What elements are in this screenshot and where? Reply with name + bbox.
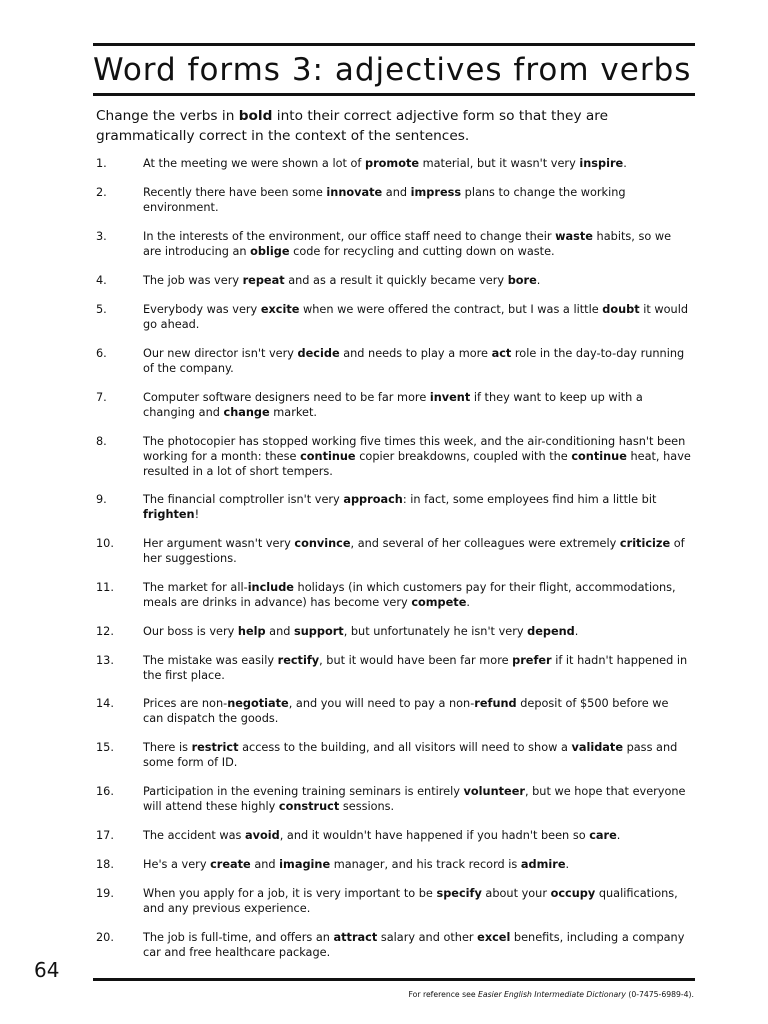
sentence-text: Everybody was very bbox=[143, 303, 261, 316]
exercise-item bbox=[96, 857, 694, 872]
exercise-sentence bbox=[143, 624, 691, 639]
sentence-text: The market for all- bbox=[143, 581, 248, 594]
sentence-text: pass and some form of ID. bbox=[143, 741, 678, 769]
bold-verb: impress bbox=[410, 186, 462, 199]
bold-verb: excel bbox=[477, 931, 511, 944]
bold-verb: oblige bbox=[250, 245, 290, 258]
bold-verb: volunteer bbox=[463, 785, 525, 798]
sentence-text: At the meeting we were shown a lot of bbox=[143, 157, 365, 170]
sentence-text: habits, so we are introducing an bbox=[143, 230, 672, 258]
sentence-text: role in the day-to-day running of the company. bbox=[143, 347, 685, 375]
sentence-text: deposit of $500 before we can dispatch the goods. bbox=[143, 697, 669, 725]
exercise-item bbox=[96, 580, 694, 610]
exercise-item bbox=[96, 624, 694, 639]
sentence-text: : in fact, some employees find him a little bit bbox=[402, 493, 657, 506]
bold-verb: doubt bbox=[602, 303, 640, 316]
exercise-sentence bbox=[143, 273, 691, 288]
exercise-number: 3. bbox=[96, 230, 107, 243]
sentence-text: There is bbox=[143, 741, 192, 754]
sentence-text: it would go ahead. bbox=[143, 303, 689, 331]
bold-verb: refund bbox=[474, 697, 517, 710]
bold-verb: create bbox=[210, 858, 251, 871]
bold-verb: prefer bbox=[512, 654, 552, 667]
sentence-text: when we were offered the contract, but I was a little bbox=[299, 303, 603, 316]
exercise-item bbox=[96, 156, 694, 171]
exercise-number: 19. bbox=[96, 887, 114, 900]
exercise-item bbox=[96, 784, 694, 814]
sentence-text: sessions. bbox=[339, 800, 395, 813]
sentence-text: Recently there have been some bbox=[143, 186, 327, 199]
exercise-item bbox=[96, 229, 694, 259]
sentence-text: plans to change the working environment. bbox=[143, 186, 626, 214]
exercise-number: 7. bbox=[96, 391, 107, 404]
exercise-item bbox=[96, 492, 694, 522]
sentence-text: . bbox=[466, 596, 470, 609]
exercise-number: 1. bbox=[96, 157, 107, 170]
exercise-number: 9. bbox=[96, 493, 107, 506]
footer-book-title: Easier English Intermediate Dictionary bbox=[478, 990, 626, 999]
sentence-text: and bbox=[265, 625, 295, 638]
sentence-text: , but unfortunately he isn't very bbox=[343, 625, 528, 638]
exercise-number: 15. bbox=[96, 741, 114, 754]
sentence-text: The job was very bbox=[143, 274, 243, 287]
sentence-text: , and it wouldn't have happened if you hadn't been so bbox=[279, 829, 590, 842]
exercise-sentence bbox=[143, 784, 691, 814]
sentence-text: ! bbox=[194, 508, 200, 521]
bold-verb: help bbox=[237, 625, 266, 638]
exercise-item bbox=[96, 273, 694, 288]
exercise-sentence bbox=[143, 229, 691, 259]
exercise-sentence bbox=[143, 740, 691, 770]
bold-verb: specify bbox=[436, 887, 482, 900]
sentence-text: The financial comptroller isn't very bbox=[143, 493, 344, 506]
title-underline bbox=[93, 93, 695, 96]
sentence-text: . bbox=[536, 274, 541, 287]
sentence-text: Her argument wasn't very bbox=[143, 537, 295, 550]
sentence-text: Our new director isn't very bbox=[143, 347, 298, 360]
bold-verb: validate bbox=[571, 741, 623, 754]
bold-verb: excite bbox=[260, 303, 300, 316]
exercise-list bbox=[96, 156, 694, 960]
exercise-item bbox=[96, 696, 694, 726]
bold-verb: care bbox=[589, 829, 617, 842]
bold-verb: construct bbox=[278, 800, 340, 813]
bold-verb: invent bbox=[429, 391, 471, 404]
bold-verb: rectify bbox=[277, 654, 320, 667]
sentence-text: holidays (in which customers pay for their flight, accommodations, meals are drinks in advance) has become very bbox=[143, 581, 676, 609]
sentence-text: , and several of her colleagues were extremely bbox=[350, 537, 620, 550]
exercise-number: 10. bbox=[96, 537, 114, 550]
sentence-text: When you apply for a job, it is very important to be bbox=[143, 887, 437, 900]
bold-verb: avoid bbox=[245, 829, 280, 842]
exercise-number: 12. bbox=[96, 625, 114, 638]
exercise-item bbox=[96, 185, 694, 215]
page-title: Word forms 3: adjectives from verbs bbox=[93, 52, 692, 88]
exercise-sentence bbox=[143, 696, 691, 726]
bold-verb: negotiate bbox=[227, 697, 289, 710]
footer-prefix: For reference see bbox=[408, 990, 479, 999]
exercise-item bbox=[96, 828, 694, 843]
exercise-number: 16. bbox=[96, 785, 114, 798]
exercise-item bbox=[96, 930, 694, 960]
sentence-text: Our boss is very bbox=[143, 625, 238, 638]
sentence-text: Prices are non- bbox=[143, 697, 228, 710]
exercise-item bbox=[96, 390, 694, 420]
exercise-item bbox=[96, 302, 694, 332]
bold-verb: convince bbox=[294, 537, 351, 550]
sentence-text: He's a very bbox=[143, 858, 211, 871]
exercise-number: 4. bbox=[96, 274, 107, 287]
bold-verb: bold bbox=[238, 108, 273, 124]
sentence-text: material, but it wasn't very bbox=[419, 157, 580, 170]
exercise-item bbox=[96, 346, 694, 376]
sentence-text: . bbox=[565, 858, 570, 871]
bold-verb: occupy bbox=[550, 887, 596, 900]
sentence-text: , and you will need to pay a non- bbox=[288, 697, 475, 710]
exercise-item bbox=[96, 740, 694, 770]
bold-verb: waste bbox=[555, 230, 593, 243]
bold-verb: continue bbox=[571, 450, 627, 463]
sentence-text: The photocopier has stopped working five times this week, and the air-conditioning hasn't been working for a month: these bbox=[143, 435, 686, 463]
bold-verb: frighten bbox=[143, 508, 195, 521]
bold-verb: imagine bbox=[279, 858, 331, 871]
footer-reference bbox=[409, 989, 695, 1001]
instructions bbox=[96, 106, 694, 146]
exercise-number: 6. bbox=[96, 347, 107, 360]
sentence-text: if they want to keep up with a changing and bbox=[143, 391, 643, 419]
bold-verb: inspire bbox=[579, 157, 624, 170]
sentence-text: benefits, including a company car and free healthcare package. bbox=[143, 931, 685, 959]
sentence-text: and needs to play a more bbox=[339, 347, 492, 360]
sentence-text: if it hadn't happened in the first place. bbox=[143, 654, 688, 682]
sentence-text: , but we hope that everyone will attend these highly bbox=[143, 785, 686, 813]
exercise-sentence bbox=[143, 857, 691, 872]
exercise-item bbox=[96, 536, 694, 566]
exercise-number: 18. bbox=[96, 858, 114, 871]
sentence-text: . bbox=[574, 625, 579, 638]
exercise-number: 14. bbox=[96, 697, 114, 710]
sentence-text: Computer software designers need to be far more bbox=[143, 391, 430, 404]
sentence-text: Participation in the evening training seminars is entirely bbox=[143, 785, 464, 798]
exercise-item bbox=[96, 886, 694, 916]
sentence-text: qualifications, and any previous experience. bbox=[143, 887, 678, 915]
exercise-sentence bbox=[143, 302, 691, 332]
exercise-sentence bbox=[143, 653, 691, 683]
exercise-number: 11. bbox=[96, 581, 114, 594]
sentence-text: , but it would have been far more bbox=[319, 654, 513, 667]
exercise-number: 5. bbox=[96, 303, 107, 316]
sentence-text: . bbox=[616, 829, 621, 842]
bold-verb: attract bbox=[333, 931, 378, 944]
sentence-text: salary and other bbox=[377, 931, 478, 944]
bold-verb: bore bbox=[507, 274, 537, 287]
sentence-text: The mistake was easily bbox=[143, 654, 278, 667]
exercise-sentence bbox=[143, 346, 691, 376]
bold-verb: repeat bbox=[242, 274, 285, 287]
bold-verb: promote bbox=[365, 157, 420, 170]
exercise-sentence bbox=[143, 434, 691, 479]
sentence-text: access to the building, and all visitors will need to show a bbox=[238, 741, 572, 754]
bold-verb: continue bbox=[300, 450, 356, 463]
bold-verb: change bbox=[223, 406, 270, 419]
sentence-text: The job is full-time, and offers an bbox=[143, 931, 334, 944]
bold-verb: decide bbox=[297, 347, 340, 360]
bold-verb: innovate bbox=[326, 186, 383, 199]
bold-verb: compete bbox=[411, 596, 467, 609]
exercise-number: 20. bbox=[96, 931, 114, 944]
bold-verb: support bbox=[294, 625, 344, 638]
exercise-sentence bbox=[143, 156, 691, 171]
exercise-sentence bbox=[143, 930, 691, 960]
page-number: 64 bbox=[34, 958, 60, 982]
top-rule bbox=[93, 43, 695, 46]
sentence-text: manager, and his track record is bbox=[330, 858, 521, 871]
sentence-text: and bbox=[382, 186, 411, 199]
bold-verb: include bbox=[247, 581, 294, 594]
exercise-sentence bbox=[143, 580, 691, 610]
bold-verb: criticize bbox=[619, 537, 671, 550]
bold-verb: approach bbox=[343, 493, 403, 506]
exercise-item bbox=[96, 434, 694, 479]
exercise-sentence bbox=[143, 828, 691, 843]
bold-verb: restrict bbox=[191, 741, 239, 754]
sentence-text: code for recycling and cutting down on waste. bbox=[289, 245, 555, 258]
exercise-sentence bbox=[143, 185, 691, 215]
sentence-text: about your bbox=[481, 887, 551, 900]
bottom-rule bbox=[93, 978, 695, 981]
bold-verb: depend bbox=[527, 625, 575, 638]
exercise-item bbox=[96, 653, 694, 683]
bold-verb: act bbox=[491, 347, 512, 360]
sentence-text: The accident was bbox=[143, 829, 246, 842]
sentence-text: . bbox=[623, 157, 627, 170]
sentence-text: copier breakdowns, coupled with the bbox=[355, 450, 572, 463]
sentence-text: of her suggestions. bbox=[143, 537, 685, 565]
exercise-number: 13. bbox=[96, 654, 114, 667]
sentence-text: market. bbox=[269, 406, 317, 419]
sentence-text: heat, have resulted in a lot of short tempers. bbox=[143, 450, 691, 478]
exercise-number: 8. bbox=[96, 435, 107, 448]
exercise-sentence bbox=[143, 390, 691, 420]
sentence-text: In the interests of the environment, our office staff need to change their bbox=[143, 230, 556, 243]
sentence-text: and bbox=[250, 858, 280, 871]
exercise-number: 2. bbox=[96, 186, 107, 199]
bold-verb: admire bbox=[520, 858, 566, 871]
footer-suffix: (0-7475-6989-4). bbox=[625, 990, 694, 999]
sentence-text: Change the verbs in bbox=[96, 108, 239, 124]
exercise-sentence bbox=[143, 536, 691, 566]
exercise-sentence bbox=[143, 886, 691, 916]
sentence-text: and as a result it quickly became very bbox=[284, 274, 508, 287]
sentence-text: into their correct adjective form so that they are grammatically correct in the context of the sentences. bbox=[96, 108, 609, 144]
exercise-sentence bbox=[143, 492, 691, 522]
exercise-number: 17. bbox=[96, 829, 114, 842]
